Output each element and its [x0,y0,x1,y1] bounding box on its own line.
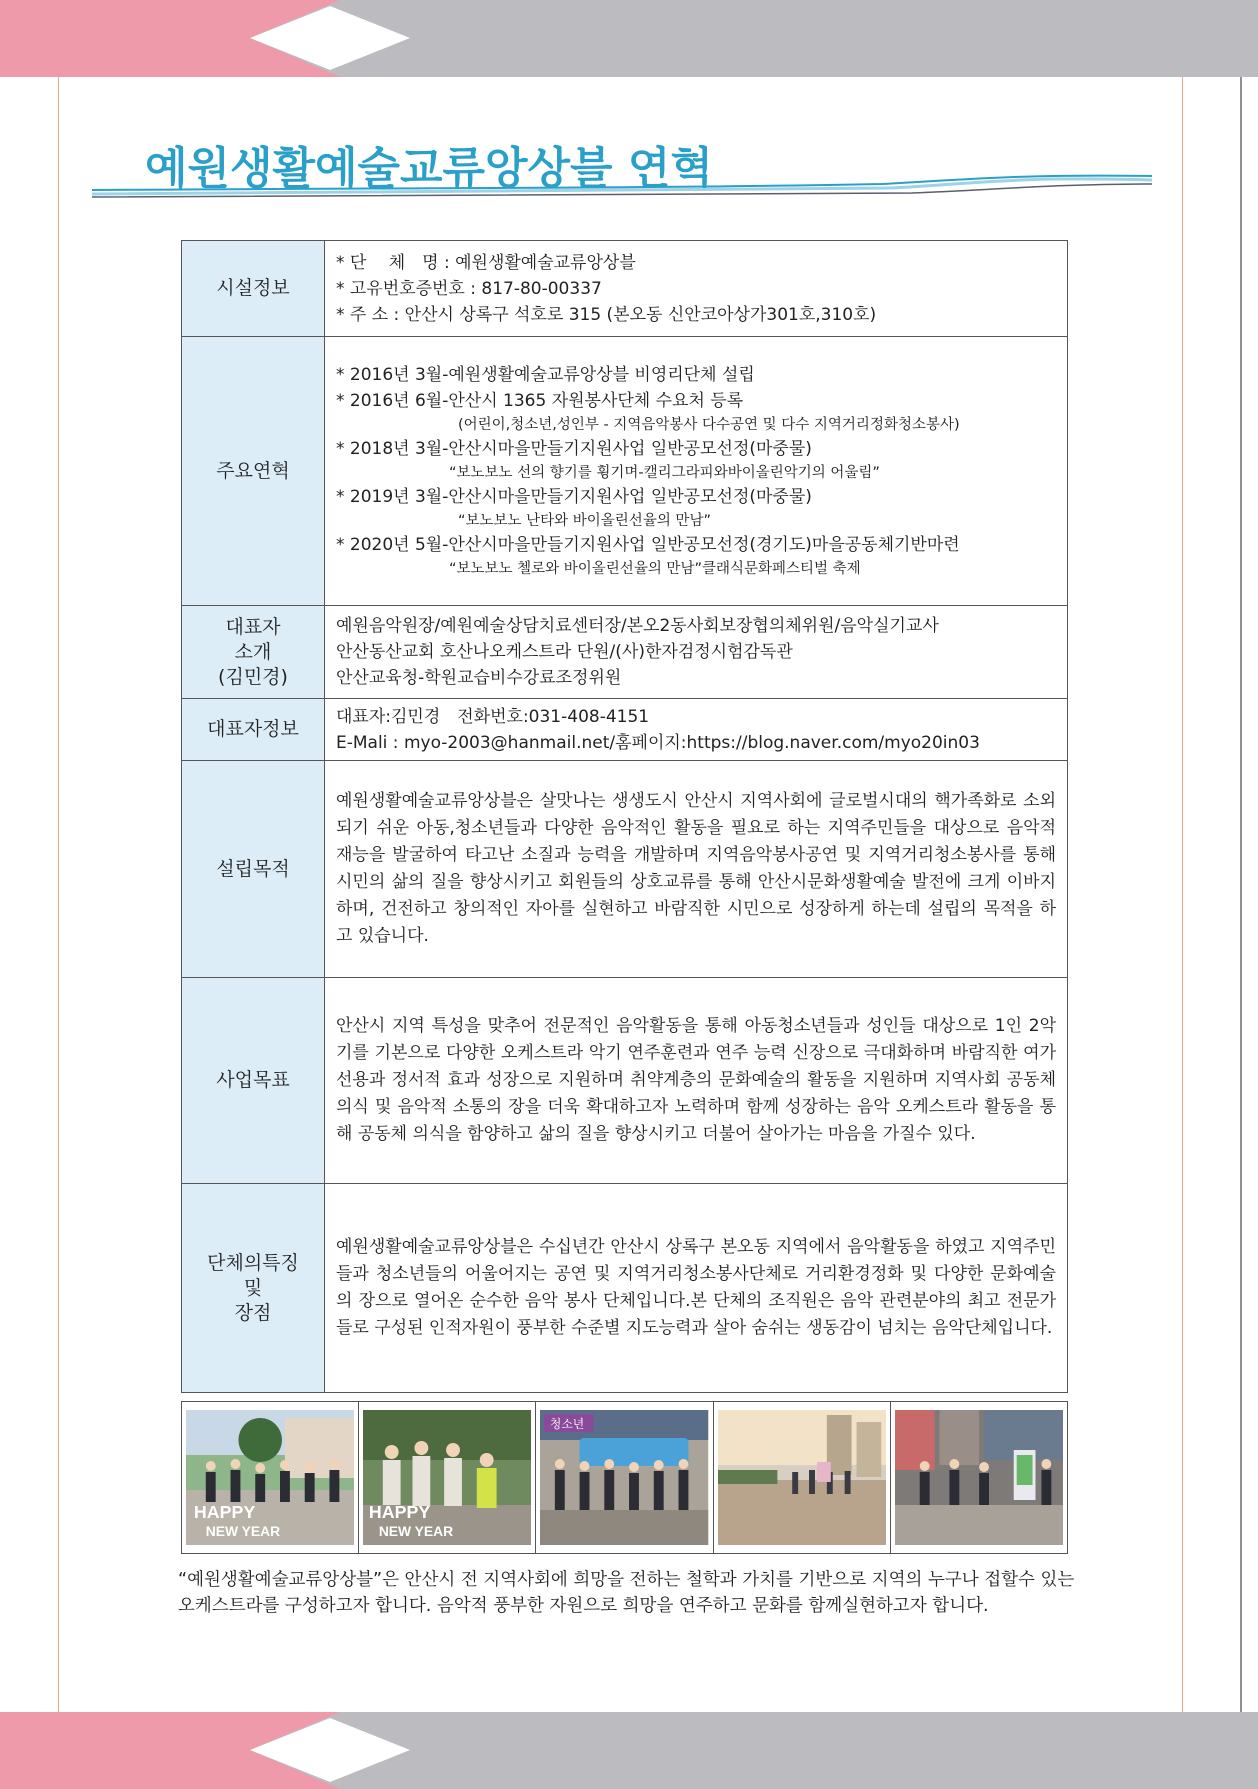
photo-caption: HAPPY [369,1501,431,1523]
label-line: (김민경) [218,665,288,688]
contact-line: E-Mali : myo-2003@hanmail.net/홈페이지:https://blog.naver.com/myo20in03 [336,732,980,753]
features-text: 예원생활예술교류앙상블은 수십년간 안산시 상록구 본오동 지역에서 음악활동을 하였고 지역주민들과 청소년들의 어울어지는 공연 및 지역거리청소봉사단체로 거리환경정화 및 다양한 문화예술의 장으로 열어온 순수한 음악 봉사 단체입니다.본 단체의 조직원은 음악 관련분야의 최고 전문가들로 구성된 인적자원이 풍부한 수준별 지도능력과 살아 숨쉬는 생동감이 넘치는 음악단체입니다. [336,1237,1056,1338]
history-line: * 2018년 3월-안산시마을만들기지원사업 일반공모선정(마중물) [336,439,812,459]
photo-plaza-performance [714,1402,891,1553]
history-subline: “보노보노 난타와 바이올린선율의 만남” [458,513,711,529]
label-line: 단체의특징 [207,1251,299,1274]
content-representative-info [325,699,1068,761]
label-representative-info: 대표자정보 [182,699,325,761]
page-title: 예원생활예술교류앙상블 연혁 [145,143,713,194]
history-subline: “보노보노 첼로와 바이올린선율의 만남”클래식문화페스티벌 축제 [449,561,861,577]
label-facility: 시설정보 [182,241,325,337]
content-history [325,337,1068,606]
bottom-banner [0,1712,1258,1789]
facility-line: * 고유번호증번호 : 817-80-00337 [336,278,602,299]
content-purpose [325,761,1068,978]
photo-caption: NEW YEAR [205,1522,281,1540]
left-margin-line [58,77,59,1712]
label-representative-intro [182,606,325,699]
facility-line: * 주 소 : 안산시 상록구 석호로 315 (본오동 신안코아상가301호,310호) [336,304,877,325]
top-banner [0,0,1258,77]
photo-image [718,1410,886,1545]
photo-caption: 청소년 [550,1416,585,1432]
photo-image [895,1410,1063,1545]
intro-line: 예원음악원장/예원예술상담치료센터장/본오2동사회보장협의체위원/음악실기교사 [336,616,939,636]
photo-image [186,1410,354,1545]
photo-performance-outdoor-1 [182,1402,359,1553]
title-underline [92,170,1152,200]
label-line: 소개 [234,640,272,663]
photo-street-performance-night [891,1402,1067,1553]
label-purpose: 설립목적 [182,761,325,978]
photo-strip [181,1401,1068,1554]
content-representative-intro [325,606,1068,699]
row-facility [182,241,1068,337]
contact-line: 대표자:김민경 전화번호:031-408-4151 [336,706,650,727]
photo-image [363,1410,531,1545]
intro-line: 안산교육청-학원교습비수강료조정위원 [336,668,622,688]
photo-street-concert-banner [536,1402,713,1553]
purpose-text: 예원생활예술교류앙상블은 살맛나는 생생도시 안산시 지역사회에 글로벌시대의 핵가족화로 소외되기 쉬운 아동,청소년들과 다양한 음악적인 활동을 필요로 하는 지역주민들을 대상으로 음악적 재능을 발굴하여 타고난 소질과 능력을 개발하며 지역음악봉사공연 및 지역거리청소봉사를 통해 시민의 삶의 질을 향상시키고 회원들의 상호교류를 통해 안산시문화생활예술 발전에 크게 이바지하며, 건전하고 창의적인 자아를 실현하고 바람직한 시민으로 성장하게 하는데 설립의 목적을 하고 있습니다. [336,791,1056,946]
history-line: * 2019년 3월-안산시마을만들기지원사업 일반공모선정(마중물) [336,487,812,507]
facility-line: * 단 체 명 : 예원생활예술교류앙상블 [336,252,636,273]
right-margin-line [1182,77,1183,1712]
photo-image [540,1410,708,1545]
photo-group-happy-new-year [359,1402,536,1553]
label-line: 및 [243,1276,263,1299]
label-features [182,1184,325,1393]
label-line: 장점 [234,1301,272,1324]
content-features [325,1184,1068,1393]
photo-caption: NEW YEAR [379,1522,454,1540]
row-purpose [182,761,1068,978]
info-table [181,240,1068,1393]
content-facility [325,241,1068,337]
row-representative-intro [182,606,1068,699]
row-features [182,1184,1068,1393]
row-business-goal [182,978,1068,1184]
right-edge-line [1240,77,1242,1712]
label-line: 대표자 [225,615,281,638]
history-line: * 2016년 3월-예원생활예술교류앙상블 비영리단체 설립 [336,365,755,385]
footer-statement: “예원생활예술교류앙상블”은 안산시 전 지역사회에 희망을 전하는 철학과 가치를 기반으로 지역의 누구나 접할수 있는 오케스트라를 구성하고자 합니다. 음악적 풍부한 자원으로 희망을 연주하고 문화를 함께실현하고자 합니다. [178,1570,1075,1616]
label-business-goal: 사업목표 [182,978,325,1184]
label-history: 주요연혁 [182,337,325,606]
history-line: * 2016년 6월-안산시 1365 자원봉사단체 수요처 등록 [336,391,744,411]
top-banner-shapes [0,0,1258,77]
row-history [182,337,1068,606]
bottom-banner-shapes [0,1712,1258,1789]
content-business-goal [325,978,1068,1184]
business-goal-text: 안산시 지역 특성을 맞추어 전문적인 음악활동을 통해 아동청소년들과 성인들 대상으로 1인 2악기를 기본으로 다양한 오케스트라 악기 연주훈련과 연주 능력 신장으로 극대화하며 바람직한 여가선용과 정서적 효과 성장으로 지원하며 취약계층의 문화예술의 활동을 지원하며 지역사회 공동체 의식 및 음악적 소통의 장을 더욱 확대하고자 노력하며 함께 성장하는 음악 오케스트라 활동을 통해 공동체 의식을 함양하고 삶의 질을 향상시키고 더불어 살아가는 마음을 가질수 있다. [336,1016,1056,1144]
history-subline: “보노보노 선의 향기를 휭기며-캘리그라피와바이올린악기의 어울림” [449,465,880,481]
photo-caption: HAPPY [193,1501,256,1523]
history-subline: (어린이,청소년,성인부 - 지역음악봉사 다수공연 및 다수 지역거리정화청소봉사) [458,417,960,433]
history-line: * 2020년 5월-안산시마을만들기지원사업 일반공모선정(경기도)마을공동체기반마련 [336,535,960,555]
intro-line: 안산동산교회 호산나오케스트라 단원/(사)한자검정시험감독관 [336,642,793,662]
row-representative-info [182,699,1068,761]
